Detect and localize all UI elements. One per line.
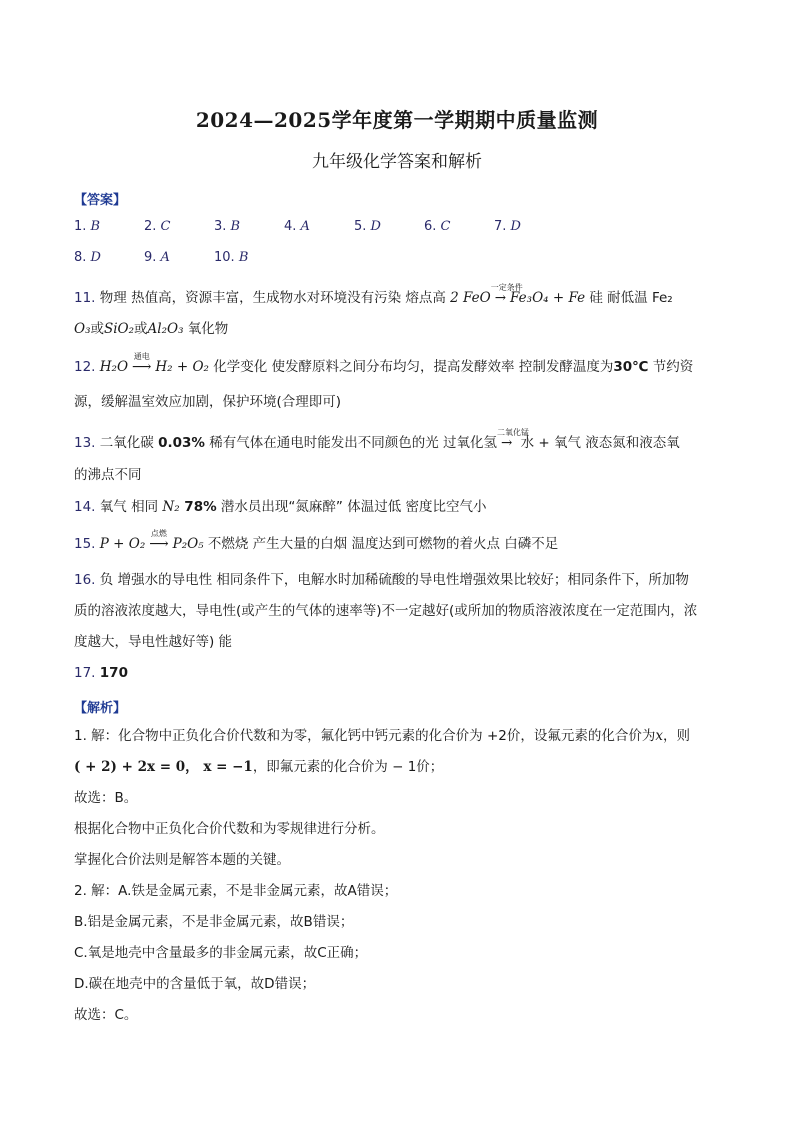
page-subtitle: 九年级化学答案和解析 [312,152,482,172]
question-number: 17. [74,665,96,681]
question-number: 9. [144,250,161,265]
percent-value: 78% [179,499,217,515]
question-number: 6. [424,219,441,234]
mc-answers-row-2 [74,250,284,265]
answer-text: 硅 耐低温 Fe₂ [585,290,673,306]
equation-product: Fe₃O₄ + Fe [510,290,586,306]
answer-text: 稀有气体在通电时能发出不同颜色的光 过氧化氢 [204,435,498,451]
reaction-condition: 点燃 [150,529,167,538]
answer-choice: A [300,219,310,234]
answer-choice: B [90,219,101,234]
answer-15 [74,529,724,555]
mc-answer [144,250,214,265]
mc-answer [74,250,144,265]
analysis-1-line-3: 故选：B。 [74,790,138,806]
equation-reactant: H₂O [99,359,129,375]
analysis-2-line-3: C.氧是地壳中含量最多的非金属元素，故C正确； [74,945,368,961]
formula: O₃ [74,321,91,337]
answer-11-line-2 [74,318,724,340]
answer-text: 节约资 [648,359,694,375]
answer-text: 潜水员出现“氮麻醉” 体温过低 密度比空气小 [216,499,487,515]
question-number: 2. [144,219,161,234]
equation-reactant: P + O₂ [99,536,146,552]
analysis-2-line-5: 故选：C。 [74,1007,138,1023]
question-number: 11. [74,290,96,306]
analysis-text: 1. 解：化合物中正负化合价代数和为零，氟化钙中钙元素的化合价为 +2价，设氟元素的化合价为 [74,728,656,744]
analysis-heading: 【解析】 [74,701,127,716]
answer-text: 不燃烧 产生大量的白烟 温度达到可燃物的着火点 白磷不足 [203,536,559,552]
answer-choice: D [90,250,101,265]
answer-16-line-1 [74,569,724,591]
question-number: 4. [284,219,301,234]
analysis-2-line-1: 2. 解：A.铁是金属元素，不是非金属元素，故A错误； [74,883,398,899]
math-expression: ( + 2) + 2x = 0， x = −1 [74,759,253,775]
reaction-condition: 通电 [133,352,150,361]
mc-answer [284,219,354,234]
page-title: 2024—2025学年度第一学期期中质量监测 [195,108,599,132]
answer-value: 170 [99,665,128,681]
answer-choice: B [230,219,241,234]
answer-text: 负 增强水的导电性 相同条件下，电解水时加稀硫酸的导电性增强效果比较好；相同条件下，所加物 [99,572,689,588]
mc-answer [144,219,214,234]
mc-answers-row-1 [74,219,564,234]
answer-text: 化学变化 使发酵原料之间分布均匀，提高发酵效率 控制发酵温度为 [208,359,614,375]
question-number: 8. [74,250,91,265]
equation-product: P₂O₅ [172,536,204,552]
reaction-condition: 一定条件 [490,283,523,292]
connector-text: 或 [134,321,148,337]
analysis-1-line-2 [74,756,724,778]
connector-text: 或 [90,321,104,337]
answer-16-line-2: 质的溶液浓度越大，导电性(或产生的气体的速率等)不一定越好(或所加的物质溶液浓度在一定范围内，浓 [74,603,698,619]
question-number: 5. [354,219,371,234]
answer-text: 二氧化碳 [99,435,159,451]
answer-text: 物理 热值高，资源丰富，生成物水对环境没有污染 熔点高 [99,290,451,306]
analysis-2-line-2: B.铝是金属元素，不是非金属元素，故B错误； [74,914,354,930]
question-number: 13. [74,435,96,451]
question-number: 14. [74,499,96,515]
answer-text: 氧气 相同 [99,499,163,515]
answer-text: 水 + 氧气 液态氮和液态氧 [516,435,680,451]
percent-value: 0.03% [158,435,205,451]
answer-14 [74,496,724,518]
temperature-value: 30℃ [613,359,649,375]
reaction-arrow: 通电 ⟶ [128,356,155,378]
mc-answer [214,219,284,234]
question-number: 10. [214,250,239,265]
analysis-text: ，即氟元素的化合价为 − 1价； [252,759,444,775]
answer-choice: C [440,219,451,234]
answers-heading: 【答案】 [74,193,127,208]
answer-choice: B [238,250,249,265]
question-number: 12. [74,359,96,375]
formula: Al₂O₃ [147,321,184,337]
analysis-2-line-4: D.碳在地壳中的含量低于氧，故D错误； [74,976,316,992]
answer-11-line-1 [74,283,724,309]
question-number: 3. [214,219,231,234]
equation-product: H₂ + O₂ [155,359,209,375]
answer-choice: D [370,219,381,234]
question-number: 1. [74,219,91,234]
analysis-text: ，则 [663,728,690,744]
question-number: 16. [74,572,96,588]
mc-answer [424,219,494,234]
formula: N₂ [162,499,180,515]
equation-reactant: 2 FeO [450,290,491,306]
mc-answer [214,250,284,265]
reaction-condition: 二氧化锰 [497,428,530,437]
mc-answer [354,219,424,234]
answer-13-line-1 [74,428,724,454]
answer-choice: C [160,219,171,234]
answer-13-line-2: 的沸点不同 [74,467,142,483]
analysis-1-line-5: 掌握化合价法则是解答本题的关键。 [74,852,290,868]
mc-answer [74,219,144,234]
variable: x [655,728,663,744]
question-number: 7. [494,219,511,234]
question-number: 15. [74,536,96,552]
answer-choice: D [510,219,521,234]
analysis-1-line-1 [74,725,724,747]
answer-17 [74,662,724,684]
answer-12-line-1 [74,352,724,378]
analysis-1-line-4: 根据化合物中正负化合价代数和为零规律进行分析。 [74,821,385,837]
answer-16-line-3: 度越大，导电性越好等) 能 [74,634,233,650]
answer-12-line-2: 源，缓解温室效应加剧，保护环境(合理即可) [74,394,342,410]
reaction-arrow: 二氧化锰 → [497,432,516,454]
formula: SiO₂ [103,321,135,337]
answer-text: 氧化物 [183,321,229,337]
mc-answer [494,219,564,234]
reaction-arrow: 一定条件 → [491,287,510,309]
answer-choice: A [160,250,170,265]
reaction-arrow: 点燃 ⟶ [145,533,172,555]
